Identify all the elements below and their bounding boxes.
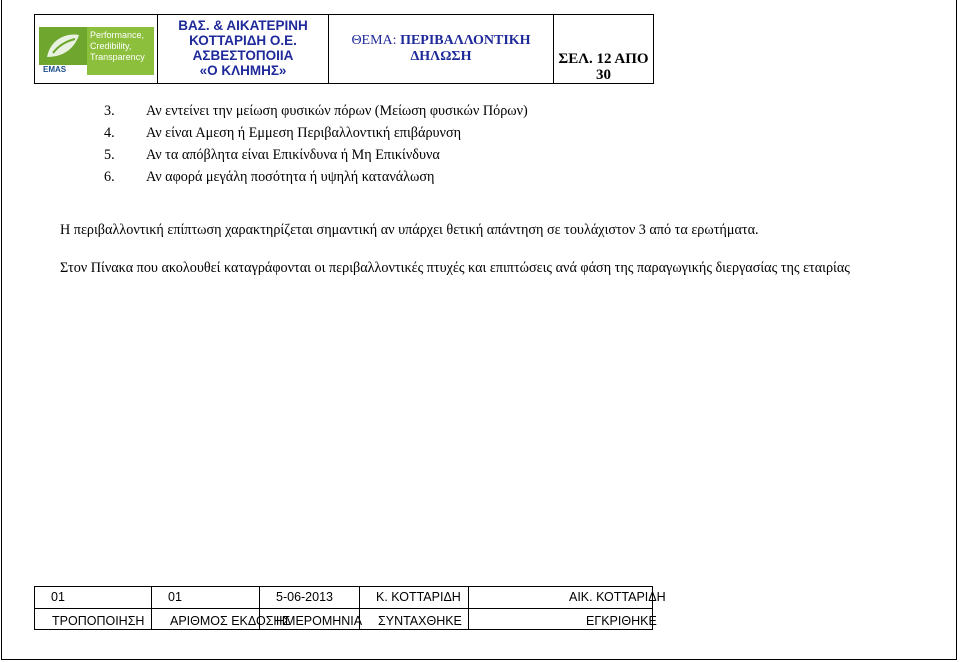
company-line: ΚΟΤΤΑΡΙΔΗ Ο.Ε. (189, 33, 297, 48)
revision-labels-row (35, 609, 657, 630)
list-number: 6. (104, 169, 115, 185)
approver-value: ΑΙΚ. ΚΟΤΤΑΡΙΔΗ (569, 590, 666, 604)
list-text: Αν είναι Αμεση ή Εμμεση Περιβαλλοντική επιβάρυνση (146, 125, 462, 141)
company-line: ΑΣΒΕΣΤΟΠΟΙΙΑ (192, 48, 294, 63)
list-text: Αν αφορά μεγάλη ποσότητα ή υψηλή κατανάλωση (146, 169, 435, 185)
table-intro-paragraph: Στον Πίνακα που ακολουθεί καταγράφονται οι περιβαλλοντικές πτυχές και επιπτώσεις ανά φάση της παραγωγικής διεργασίας της εταιρίας (60, 260, 850, 276)
header-table (34, 14, 654, 84)
list-item (104, 166, 528, 188)
revision-values-row (35, 587, 666, 609)
emas-logo (39, 27, 154, 77)
revision-table (34, 586, 666, 630)
approver-label: ΕΓΚΡΙΘΗΚΕ (586, 614, 657, 628)
list-number: 5. (104, 147, 115, 163)
page-total: 30 (596, 67, 611, 83)
emas-mark (39, 27, 87, 77)
revision-value: 01 (35, 587, 152, 608)
company-line: ΒΑΣ. & ΑΙΚΑΤΕΡΙΝΗ (178, 18, 308, 33)
date-label: ΗΜΕΡΟΜΗΝΙΑ (260, 609, 360, 630)
list-text: Αν τα απόβλητα είναι Επικίνδυνα ή Μη Επικίνδυνα (146, 147, 440, 163)
logo-cell (35, 15, 158, 83)
tagline-line: Credibility, (90, 41, 132, 51)
author-label: ΣΥΝΤΑΧΘΗΚΕ (360, 609, 469, 630)
list-item (104, 144, 528, 166)
list-item (104, 100, 528, 122)
page-number: ΣΕΛ. 12 ΑΠΟ (558, 51, 649, 67)
page-number-cell (554, 15, 653, 83)
topic-prefix: ΘΕΜΑ: (351, 33, 401, 48)
list-number: 4. (104, 125, 115, 141)
topic-title: ΠΕΡΙΒΑΛΛΟΝΤΙΚΗ (400, 33, 531, 48)
emas-tagline (87, 27, 154, 75)
issue-number-label: ΑΡΙΘΜΟΣ ΕΚΔΟΣΗΣ (152, 609, 260, 630)
tagline-line: Performance, (90, 30, 145, 40)
leaf-icon (39, 27, 87, 65)
company-line: «Ο ΚΛΗΜΗΣ» (199, 63, 287, 78)
issue-number-value: 01 (152, 587, 260, 608)
tagline-line: Transparency (90, 52, 145, 62)
list-number: 3. (104, 103, 115, 119)
topic-cell (329, 15, 554, 83)
list-item (104, 122, 528, 144)
emas-label: EMAS (43, 65, 67, 74)
page-frame (1, 0, 957, 660)
author-value: Κ. ΚΟΤΤΑΡΙΔΗ (360, 587, 469, 608)
topic-title-line2: ΔΗΛΩΣΗ (410, 49, 472, 64)
list-text: Αν εντείνει την μείωση φυσικών πόρων (Μείωση φυσικών Πόρων) (146, 103, 528, 119)
company-cell (158, 15, 329, 83)
significance-paragraph: Η περιβαλλοντική επίπτωση χαρακτηρίζεται σημαντική αν υπάρχει θετική απάντηση σε τουλάχιστον 3 από τα ερωτήματα. (60, 222, 759, 238)
revision-label: ΤΡΟΠΟΠΟΙΗΣΗ (35, 609, 152, 630)
criteria-list (104, 100, 528, 188)
date-value: 5-06-2013 (260, 587, 360, 608)
